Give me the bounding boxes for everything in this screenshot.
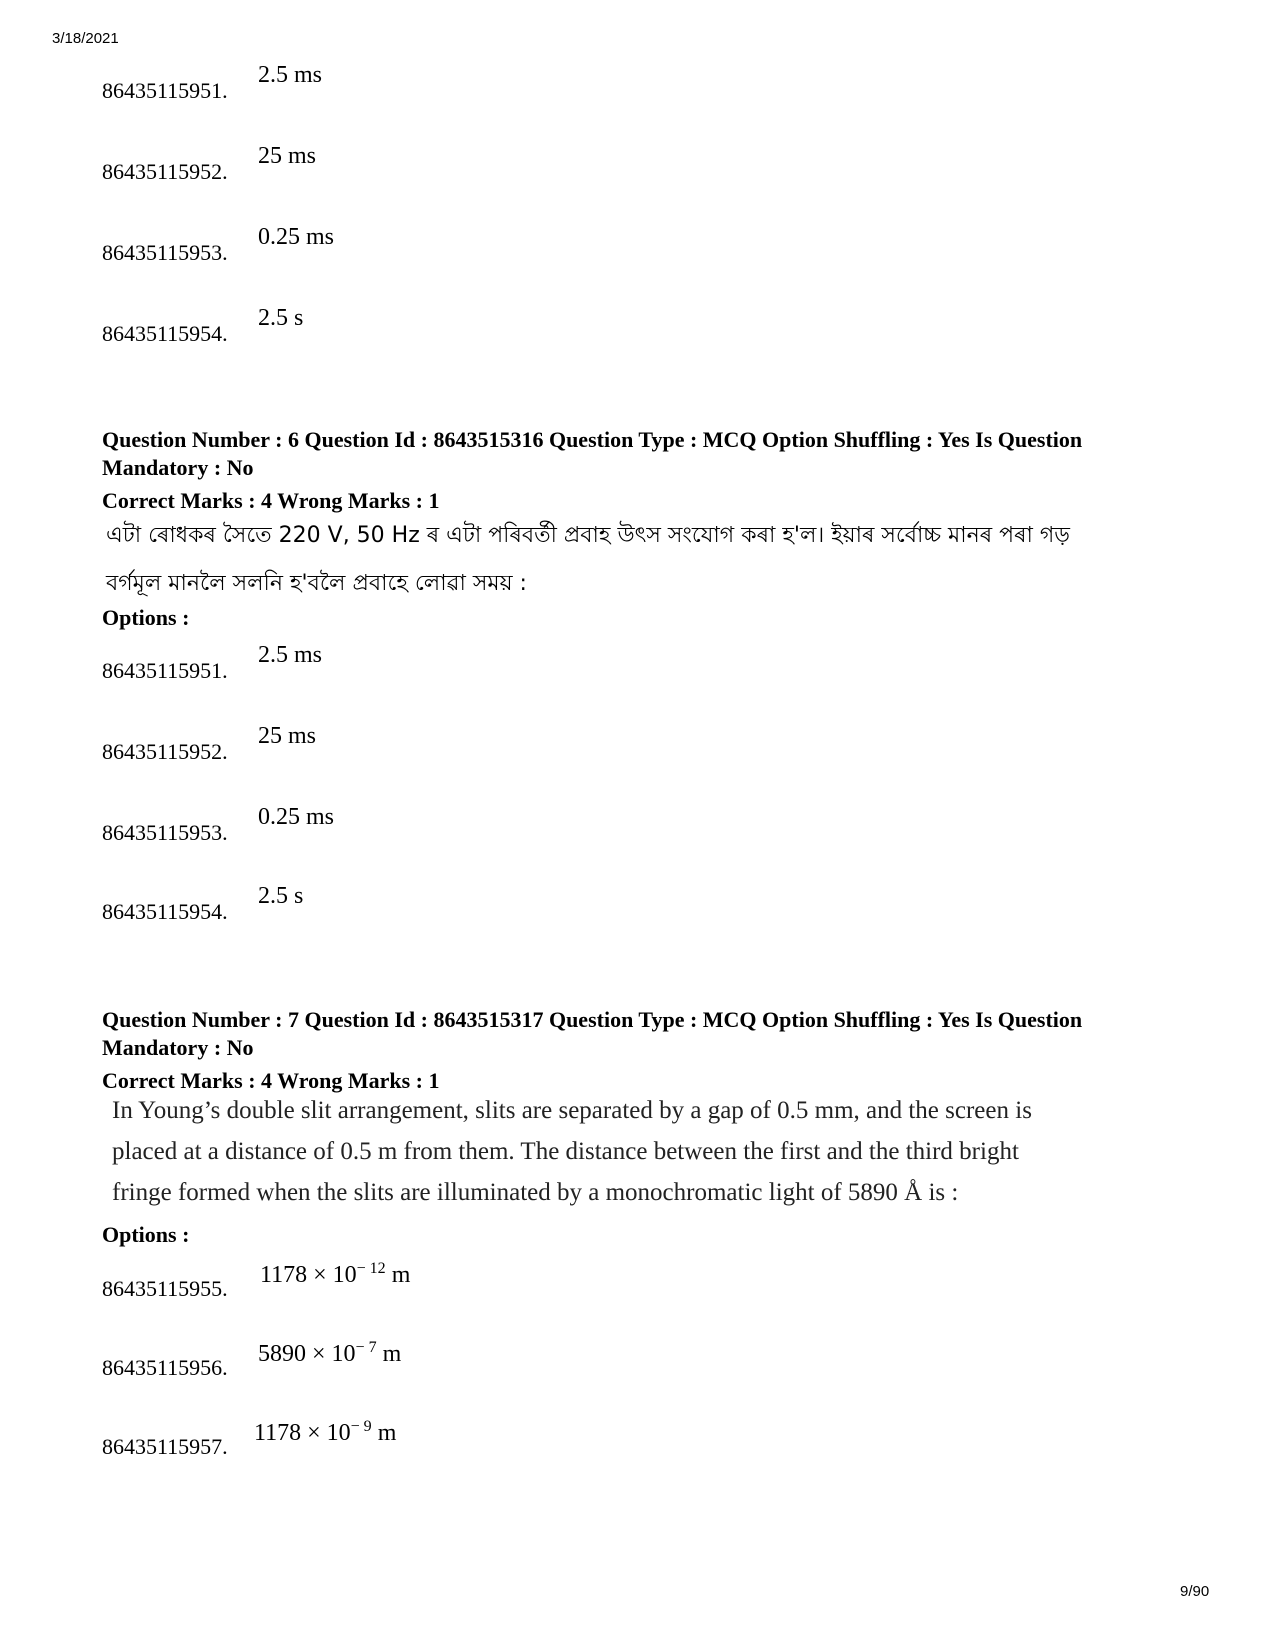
option-id: 86435115952. bbox=[102, 739, 228, 764]
option-value bbox=[258, 1339, 401, 1368]
option-id: 86435115953. bbox=[102, 820, 228, 845]
option-unit: m bbox=[371, 1420, 397, 1446]
option-id: 86435115953. bbox=[102, 240, 228, 265]
question-marks: Correct Marks : 4 Wrong Marks : 1 bbox=[102, 1068, 440, 1093]
option-value: 0.25 ms bbox=[258, 224, 335, 250]
question-text bbox=[112, 1090, 1212, 1213]
option-exponent: − 12 bbox=[356, 1260, 386, 1277]
option-id: 86435115956. bbox=[102, 1355, 228, 1380]
question-text bbox=[106, 512, 1206, 608]
options-label: Options : bbox=[102, 1222, 190, 1247]
option-unit: m bbox=[385, 1262, 411, 1288]
option-value: 25 ms bbox=[258, 143, 317, 169]
question-header: Question Number : 7 Question Id : 8643515317 Question Type : MCQ Option Shuffling : Yes Is Question Mandatory : No bbox=[102, 1007, 1083, 1060]
option-value: 2.5 s bbox=[258, 305, 304, 331]
option-id: 86435115952. bbox=[102, 159, 228, 184]
option-item bbox=[102, 804, 335, 846]
option-value bbox=[254, 1418, 396, 1447]
option-item bbox=[102, 62, 323, 104]
option-id: 86435115951. bbox=[102, 78, 228, 103]
option-id: 86435115951. bbox=[102, 658, 228, 683]
option-unit: m bbox=[376, 1341, 402, 1367]
question-header: Question Number : 6 Question Id : 8643515316 Question Type : MCQ Option Shuffling : Yes Is Question Mandatory : No bbox=[102, 427, 1083, 480]
page-number: 9/90 bbox=[1180, 1583, 1210, 1600]
option-value: 2.5 ms bbox=[258, 642, 323, 668]
option-exponent: − 7 bbox=[355, 1339, 377, 1356]
question-text-line: placed at a distance of 0.5 m from them. The distance between the first and the third bright bbox=[112, 1138, 1019, 1165]
options-label: Options : bbox=[102, 605, 190, 630]
option-value: 2.5 s bbox=[258, 883, 304, 909]
option-item bbox=[102, 305, 304, 347]
option-value: 2.5 ms bbox=[258, 62, 323, 88]
print-date: 3/18/2021 bbox=[52, 30, 119, 47]
question-text-line: বৰ্গমূল মানলৈ সলনি হ'বলৈ প্ৰবাহে লোৱা সময় : bbox=[106, 571, 527, 596]
question-marks: Correct Marks : 4 Wrong Marks : 1 bbox=[102, 488, 440, 513]
option-item bbox=[102, 143, 317, 185]
option-id: 86435115955. bbox=[102, 1276, 228, 1301]
option-value bbox=[260, 1260, 410, 1289]
option-item bbox=[102, 883, 304, 925]
option-item bbox=[102, 723, 317, 765]
question-text-line: fringe formed when the slits are illuminated by a monochromatic light of 5890 Å is : bbox=[112, 1179, 959, 1206]
option-id: 86435115954. bbox=[102, 321, 228, 346]
option-mantissa: 1178 × 10 bbox=[260, 1262, 357, 1288]
option-value: 0.25 ms bbox=[258, 804, 335, 830]
question-text-line: এটা ৰোধকৰ সৈতে 220 V, 50 Hz ৰ এটা পৰিবৰ্তী প্ৰবাহ উৎস সংযোগ কৰা হ'ল। ইয়াৰ সৰ্বোচ্চ মানৰ পৰা গড় bbox=[106, 523, 1070, 548]
option-id: 86435115954. bbox=[102, 899, 228, 924]
option-mantissa: 5890 × 10 bbox=[258, 1341, 356, 1367]
option-item bbox=[102, 642, 323, 684]
option-exponent: − 9 bbox=[350, 1418, 372, 1435]
option-item bbox=[102, 224, 335, 266]
option-id: 86435115957. bbox=[102, 1434, 228, 1459]
option-mantissa: 1178 × 10 bbox=[254, 1420, 351, 1446]
question-text-line: In Young’s double slit arrangement, slits are separated by a gap of 0.5 mm, and the screen is bbox=[112, 1097, 1032, 1124]
option-value: 25 ms bbox=[258, 723, 317, 749]
